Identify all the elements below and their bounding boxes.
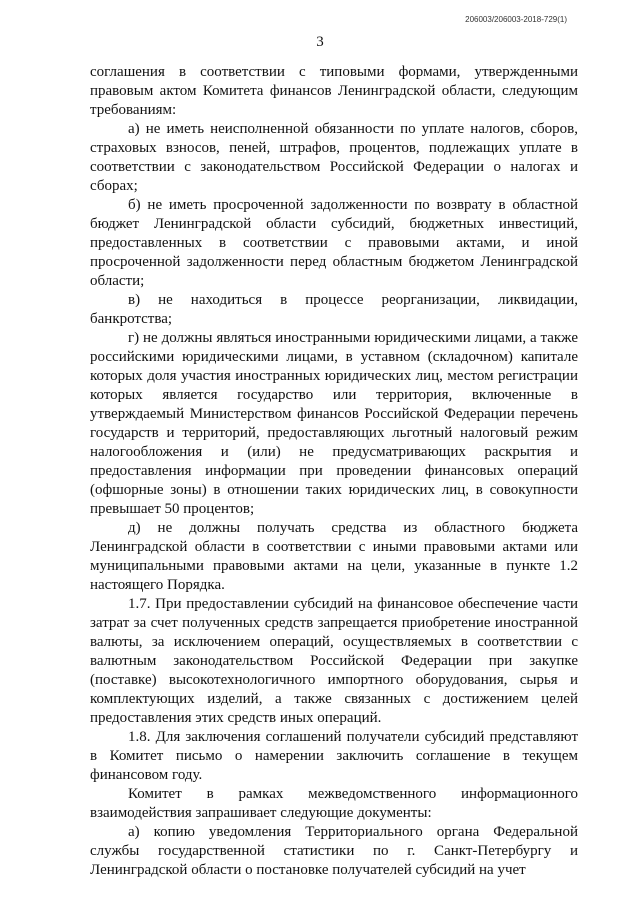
paragraph-item-d: д) не должны получать средства из областного бюджета Ленинградской области в соответствии с иными правовыми актами или муниципальными правовыми актами на цели, указанные в пункте 1.2 настоящего Порядка.	[90, 520, 578, 593]
paragraph-1-8: 1.8. Для заключения соглашений получатели субсидий представляют в Комитет письмо о намерении заключить соглашение в текущем финансовом году.	[90, 729, 578, 783]
document-id: 206003/206003-2018-729(1)	[465, 15, 567, 24]
paragraph-list-a: а) копию уведомления Территориального органа Федеральной службы государственной статистики по г. Санкт-Петербургу и Ленинградской области о постановке получателей субсидий на учет	[90, 824, 578, 878]
paragraph-item-g: г) не должны являться иностранными юридическими лицами, а также российскими юридическими лицами, в уставном (складочном) капитале которых доля участия иностранных юридических лиц, местом регистрации которых является государство или территория, включенные в утверждаемый Министерством финансов Российской Федерации перечень государств и территорий, предоставляющих льготный налоговый режим налогообложения и (или) не предусматривающих раскрытия и предоставления информации при проведении финансовых операций (офшорные зоны) в отношении таких юридических лиц, в совокупности превышает 50 процентов;	[90, 330, 578, 517]
document-body	[90, 63, 578, 880]
paragraph-continuation: соглашения в соответствии с типовыми формами, утвержденными правовым актом Комитета финансов Ленинградской области, следующим требованиям:	[90, 64, 578, 118]
paragraph-item-a: а) не иметь неисполненной обязанности по уплате налогов, сборов, страховых взносов, пеней, штрафов, процентов, подлежащих уплате в соответствии с законодательством Российской Федерации о налогах и сборах;	[90, 121, 578, 194]
paragraph-1-7: 1.7. При предоставлении субсидий на финансовое обеспечение части затрат за счет полученных средств запрещается приобретение иностранной валюты, за исключением операций, осуществляемых в соответствии с валютным законодательством Российской Федерации при закупке (поставке) высокотехнологичного импортного оборудования, сырья и комплектующих изделий, а также связанных с достижением целей предоставления этих средств иных операций.	[90, 596, 578, 726]
paragraph-item-v: в) не находиться в процессе реорганизации, ликвидации, банкротства;	[90, 292, 578, 327]
paragraph-item-b: б) не иметь просроченной задолженности по возврату в областной бюджет Ленинградской области субсидий, бюджетных инвестиций, предоставленных в соответствии с правовыми актами, и иной просроченной задолженности перед областным бюджетом Ленинградской области;	[90, 197, 578, 289]
paragraph-committee: Комитет в рамках межведомственного информационного взаимодействия запрашивает следующие документы:	[90, 786, 578, 821]
page-number: 3	[316, 34, 324, 50]
